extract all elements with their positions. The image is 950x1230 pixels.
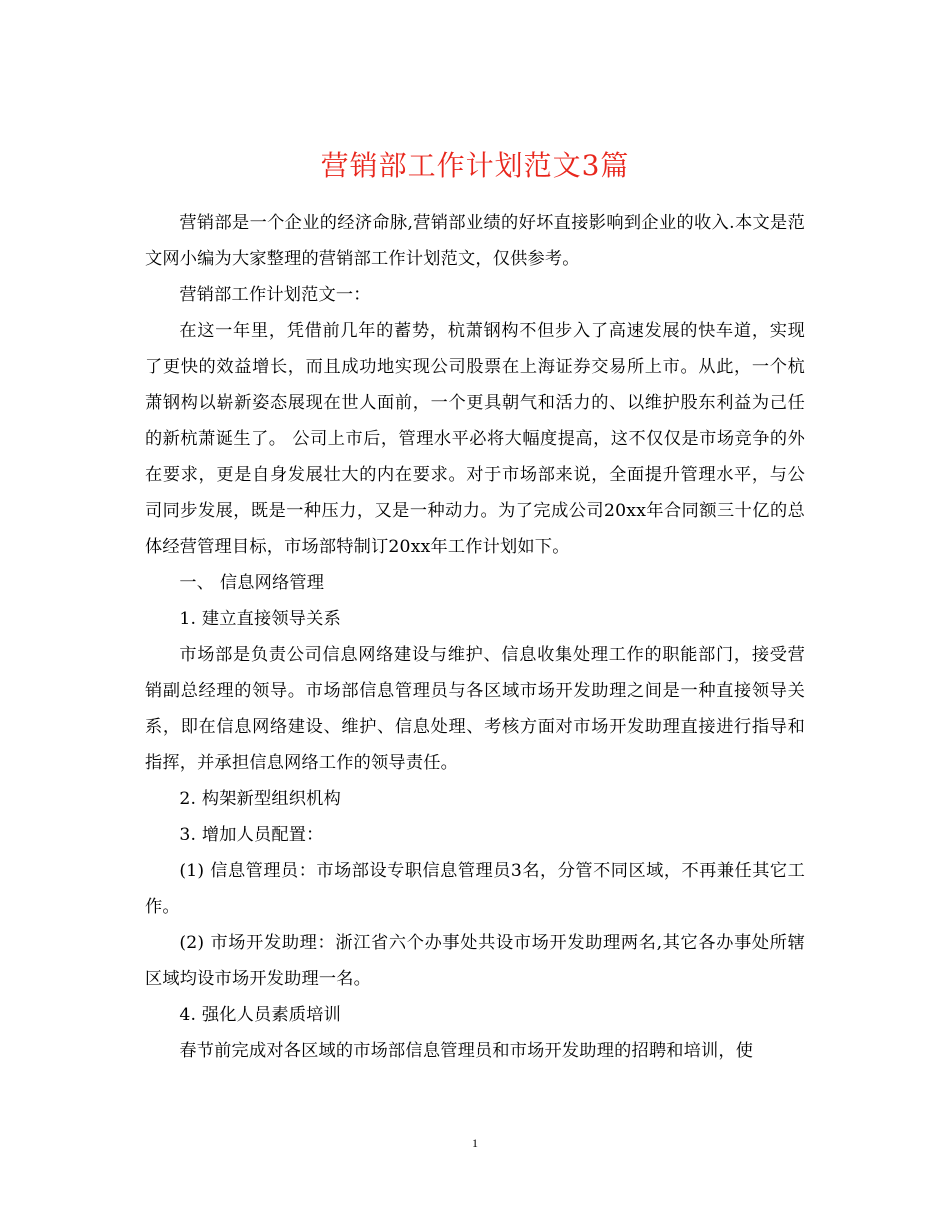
paragraph-sample-one-heading: 营销部工作计划范文一： xyxy=(179,285,371,305)
page-number: 1 xyxy=(472,1136,478,1150)
paragraph-intro: 营销部是一个企业的经济命脉,营销部业绩的好坏直接影响到企业的收入.本文是范文网小编为大家整理的营销部工作计划范文，仅供参考。 xyxy=(145,213,805,269)
item-heading-3: 3. 增加人员配置： xyxy=(179,825,324,845)
sub-item-1: (1) 信息管理员：市场部设专职信息管理员3名，分管不同区域，不再兼任其它工作。 xyxy=(145,861,805,917)
document-body xyxy=(145,205,805,1069)
item-heading-4: 4. 强化人员素质培训 xyxy=(179,1005,341,1025)
section-heading-info-network: 一、 信息网络管理 xyxy=(179,573,325,593)
sub-item-2: (2) 市场开发助理：浙江省六个办事处共设市场开发助理两名,其它各办事处所辖区域均设市场开发助理一名。 xyxy=(145,933,805,989)
document-title: 营销部工作计划范文3篇 xyxy=(320,148,630,182)
paragraph-market-dept: 市场部是负责公司信息网络建设与维护、信息收集处理工作的职能部门，接受营销副总经理的领导。市场部信息管理员与各区域市场开发助理之间是一种直接领导关系，即在信息网络建设、维护、信息处理、考核方面对市场开发助理直接进行指导和指挥，并承担信息网络工作的领导责任。 xyxy=(145,645,805,773)
paragraph-overview: 在这一年里，凭借前几年的蓄势，杭萧钢构不但步入了高速发展的快车道，实现了更快的效益增长，而且成功地实现公司股票在上海证券交易所上市。从此，一个杭萧钢构以崭新姿态展现在世人面前，一个更具朝气和活力的、以维护股东利益为己任的新杭萧诞生了。 公司上市后，管理水平必将大幅度提高，这不仅仅是市场竞争的外在要求，更是自身发展壮大的内在要求。对于市场部来说，全面提升管理水平，与公司同步发展，既是一种压力，又是一种动力。为了完成公司20xx年合同额三十亿的总体经营管理目标，市场部特制订20xx年工作计划如下。 xyxy=(145,321,805,557)
item-heading-1: 1. 建立直接领导关系 xyxy=(179,609,341,629)
paragraph-training: 春节前完成对各区域的市场部信息管理员和市场开发助理的招聘和培训，使 xyxy=(179,1041,754,1061)
item-heading-2: 2. 构架新型组织机构 xyxy=(179,789,341,809)
